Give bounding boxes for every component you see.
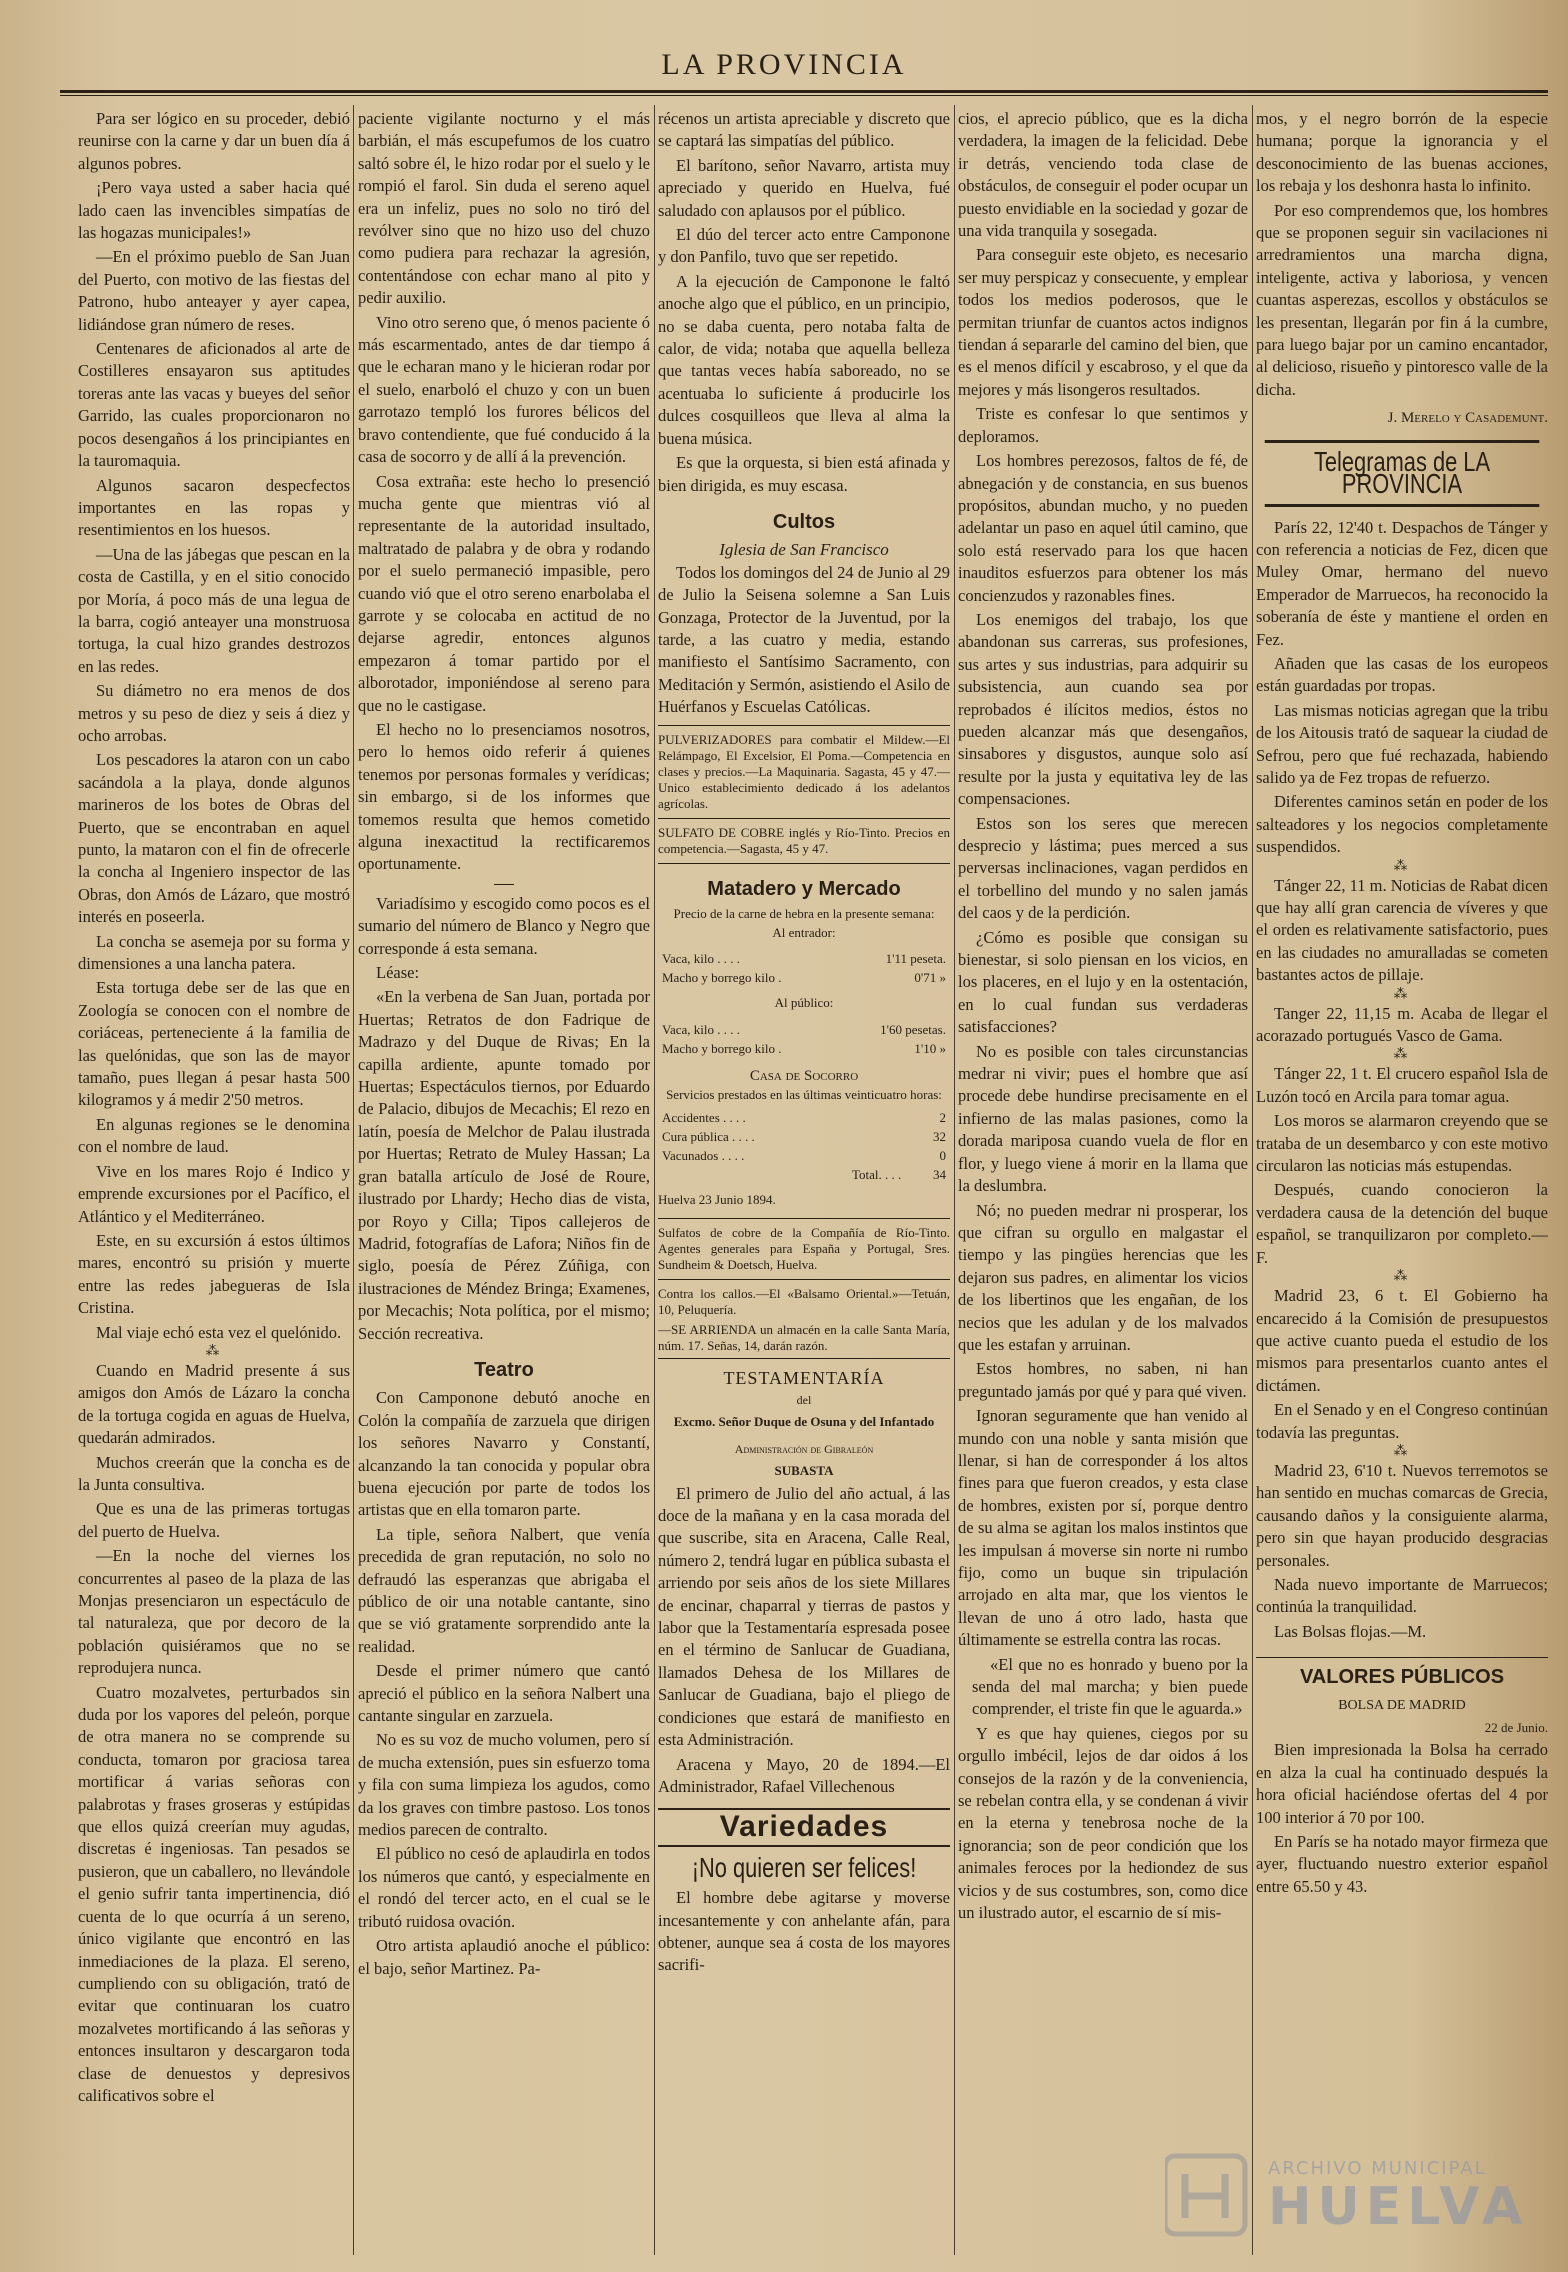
paragraph: El barítono, señor Navarro, artista muy apreciado y querido en Huelva, fué saludado con aplausos por el público. [658,155,950,220]
paragraph: La concha se asemeja por su forma y dimensiones a una lancha patera. [78,931,350,974]
church-name: Iglesia de San Francisco [719,540,889,560]
paragraph: Centenares de aficionados al arte de Costilleres ensayaron sus aptitudes toreras ante las vacas y bueyes del señor Garrido, las cuales proporcionaron no pocos desengaños á los principiantes en la tauromaquia. [78,339,350,471]
paragraph: El dúo del tercer acto entre Camponone y don Panfilo, tuvo que ser repetido. [658,225,950,267]
section-heading-valores: VALORES PÚBLICOS [1256,1657,1548,1688]
paragraph: Léase: [376,963,420,983]
advertisement [658,725,950,819]
paragraph: Su diámetro no era menos de dos metros y su peso de diez y seis á diez y ocho arrobas. [78,681,350,745]
author-signature: J. Merelo y Casademunt. [1387,410,1548,427]
ad-text: Sulfatos de cobre de la Compañía de Río-Tinto. Agentes generales para España y Portugal, Sres. Sundheim & Doetsch, Huelva. [658,1224,950,1272]
paragraph: récenos un artista apreciable y discreto que se captará las simpatías del público. [658,109,950,151]
table-cell: Macho y borrego kilo . [662,970,782,986]
column-2 [358,108,650,2258]
testamentaria-del: del [796,1393,812,1407]
table-cell: Cura pública . . . . [662,1129,755,1145]
paragraph: Muchos creerán que la concha es de la Junta consultiva. [78,1452,350,1494]
table-cell: 1'11 peseta. [885,951,946,967]
paragraph: El público no cesó de aplaudirla en todos los números que cantó, y especialmente en el rondó del tercer acto, en el cual se le tributó ruidosa ovación. [358,1844,650,1931]
paragraph: cios, el aprecio público, que es la dicha verdadera, la imagen de la felicidad. Debe ir detrás, venciendo toda clase de obstáculos, de conseguir el poder ocupar un puesto envidiable en la sociedad y gozar de una vida tranquila y sosegada. [958,109,1248,241]
paragraph: Estos hombres, no saben, ni han preguntado jamás por qué y para qué viven. [958,1359,1248,1401]
matadero-intro: Precio de la carne de hebra en la presente semana: [673,905,935,921]
table-row [660,1128,948,1145]
paragraph: Los moros se alarmaron creyendo que se trataba de un desembarco y con este motivo circularon las noticias más estupendas. [1256,1111,1548,1176]
section-stars: ⁂ [1393,1047,1411,1063]
paragraph: No es posible con tales circunstancias medrar ni vivir; pues el hombre que así procede debe hundirse precisamente en el infierno de las malas pasiones, como la dorada mariposa cuando vuela de flor en flor, y luego viene á morir en la llama que la deslumbra. [958,1041,1248,1196]
table-cell: 34 [933,1167,946,1183]
paragraph: El hecho no lo presenciamos nosotros, pero lo hemos oido referir á quienes tenemos por personas formales y verídicas; sin embargo, si de los informes que tomemos resulta que hemos cometido alguna inexactitud la rectificaremos oportunamente. [358,719,650,874]
table-row [660,1040,948,1057]
matadero-subhead: Al público: [774,995,834,1011]
column-1 [78,108,350,2258]
paragraph: Para ser lógico en su proceder, debió reunirse con la carne y dar un buen día á algunos pobres. [78,109,350,173]
paragraph: Cosa extraña: este hecho lo presenció mucha gente que mientras vió al representante de la autoridad insultado, maltratado de palabra y de obra y rodando por el suelo permaneció impasible, pero cuando vió que el otro sereno enarbolaba el garrote y se colocaba en actitud de no dejarse agredir, entonces algunos empezaron á tomar partido por el alborotador, imponiéndose al sereno para que no le castigase. [358,471,650,715]
section-heading-cultos: Cultos [772,510,836,533]
ad-text: —SE ARRIENDA un almacén en la calle Santa María, núm. 17. Señas, 14, darán razón. [658,1321,950,1353]
paragraph: Tánger 22, 1 t. El crucero español Isla de Luzón tocó en Arcila para tomar agua. [1256,1064,1548,1106]
paragraph: Este, en su excursión á estos últimos mares, encontró su prisión y muerte entre las redes jabegueras de Isla Cristina. [78,1230,350,1318]
socorro-date: Huelva 23 Junio 1894. [658,1192,776,1208]
column-divider [654,105,655,2255]
paragraph: Madrid 23, 6 t. El Gobierno ha encarecido á la Comisión de presupuestos que active cuanto pueda el estudio de los mismos para presentarlos cuanto antes el dictámen. [1256,1286,1548,1395]
paragraph: Diferentes caminos setán en poder de los salteadores y los negocios completamente suspendidos. [1256,792,1548,857]
price-table [658,1019,950,1059]
ad-text: SULFATO DE COBRE inglés y Río-Tinto. Precios en competencia.—Sagasta, 45 y 47. [658,824,950,856]
table-cell: Accidentes . . . . [662,1110,746,1126]
paragraph: Algunos sacaron despecfectos importantes en las ropas y resentimientos en los huesos. [78,475,350,540]
column-divider [954,105,955,2255]
paragraph: mos, y el negro borrón de la especie humana; porque la ignorancia y el desconocimiento de las buenas acciones, los rebaja y los deshonra hasta lo infinito. [1256,109,1548,196]
paragraph: Vive en los mares Rojo é Indico y emprende excursiones por el Pacífico, el Atlántico y el Mediterráneo. [78,1161,350,1226]
table-cell: Vaca, kilo . . . . [662,1021,740,1037]
table-row [660,1147,948,1164]
testamentaria-admin: Administración de Gibraleón [734,1441,874,1456]
paragraph: Los hombres perezosos, faltos de fé, de abnegación y de constancia, en sus buenos propósitos, abundan mucho, y no pueden adelantar un paso en aquel útil camino, que solo está reservado para los que hacen inauditos esfuerzos para obtener los más concienzudos y razonables fines. [958,451,1248,605]
column-divider [353,105,354,2255]
section-heading-socorro: Casa de Socorro [749,1067,859,1084]
quote: «El que no es honrado y bueno por la senda del mal marcha; y bien puede comprender, el triste fin que le aguarda.» [972,1654,1248,1719]
column-4 [958,108,1248,2258]
paragraph: —Una de las jábegas que pescan en la costa de Castilla, y en el sitio conocido por Moría, á poco más de una legua de la barra, cogió anteayer una monstruosa tortuga, la cual hizo grandes destrozos en las redes. [78,544,350,676]
archive-logo-icon [1165,2148,1545,2238]
section-heading-variedades: Variedades [658,1808,950,1846]
newspaper-title: LA PROVINCIA [661,48,907,81]
table-cell: 32 [933,1129,946,1145]
testamentaria-heading: TESTAMENTARÍA [723,1367,885,1388]
price-table [658,948,950,988]
paragraph: Añaden que las casas de los europeos están guardadas por tropas. [1256,653,1548,696]
watermark-big-text: HUELVA [1268,2177,1529,2237]
table-cell: Vaca, kilo . . . . [662,951,740,967]
table-row [660,1166,948,1183]
ad-text: PULVERIZADORES para combatir el Mildew.—El Relámpago, El Excelsior, El Poma.—Competencia en clases y precios.—La Maquinaria. Sagasta, 45 y 47.—Unico establecimiento dedicado á los adelantos agrícolas. [658,731,950,811]
matadero-subhead: Al entrador: [772,924,836,940]
paragraph: —En el próximo pueblo de San Juan del Puerto, con motivo de las fiestas del Patrono, hubo anteayer y ayer capea, lidiándose gran número de reses. [78,247,350,334]
column-divider [1252,105,1253,2255]
paragraph: Nada nuevo importante de Marruecos; continúa la tranquilidad. [1256,1574,1548,1617]
section-stars: ⁂ [205,1343,223,1359]
section-stars: ⁂ [1393,1269,1411,1285]
paragraph: Ignoran seguramente que han venido al mundo con una noble y santa misión que llenar, si han de corresponder á los altos fines para que fueron creados, y esta clase de hombres, existen por sí, porque dentro de su alma se agitan los malos instintos que les impulsan á moverse sin norte ni rumbo fijo, como un buque sin tripulación arrojado en alta mar, que los vientos le llevan de uno á otro lado, hasta que últimamente se estrella contra las rocas. [958,1406,1248,1650]
paragraph: Variadísimo y escogido como pocos es el sumario del número de Blanco y Negro que corresponde á esta semana. [358,893,650,958]
testamentaria-duke: Excmo. Señor Duque de Osuna y del Infantado [673,1414,935,1430]
paragraph: Otro artista aplaudió anoche el público: el bajo, señor Martinez. Pa- [358,1936,650,1978]
table-cell: 1'10 » [914,1040,946,1056]
table-cell: 0 [939,1148,946,1164]
column-3 [658,108,950,2258]
paragraph: Con Camponone debutó anoche en Colón la compañía de zarzuela que dirigen los señores Navarro y Constantí, alcanzando la tan conocida y popular obra buena ejecución por parte de todos los artistas que en ella tomaron parte. [358,1388,650,1520]
table-cell: Vacunados . . . . [662,1148,745,1164]
section-stars: ⁂ [1393,986,1411,1002]
paragraph: No es su voz de mucho volumen, pero sí de mucha extensión, pues sin esfuerzo toma y fila con suma limpieza los agudos, como da los graves con timbre pastoso. Los tonos medios parecen de contralto. [358,1730,650,1840]
paragraph: A la ejecución de Camponone le faltó anoche algo que el público, en un principio, no se daba cuenta, pero notaba falta de calor, de vida; notaba que aquella belleza que tantas veces había saboreado, no se acentuaba lo suficiente á producirle los dulces cosquilleos que lleva al alma la buena música. [658,271,950,448]
paragraph: Los enemigos del trabajo, los que abandonan sus carreras, sus profesiones, sus artes y sus industrias, para adquirir su subsistencia, aun cuando sea por reprobados é ilícitos medios, éstos no pueden alcanzar más que desengaños, sinsabores y disgustos, aunque solo así resulte por la justa y equitativa ley de las compensaciones. [958,609,1248,809]
table-cell: 0'71 » [914,970,946,986]
paragraph: En el Senado y en el Congreso continúan todavía las preguntas. [1256,1400,1548,1442]
socorro-table [658,1107,950,1185]
table-row [660,950,948,967]
paragraph: Desde el primer número que cantó apreció el público en la señora Nalbert una cantante singular en zarzuela. [358,1661,650,1726]
section-heading-teatro: Teatro [474,1358,534,1381]
separator [494,884,514,885]
paragraph: París 22, 12'40 t. Despachos de Tánger y con referencia a noticias de Fez, dicen que Muley Omar, hermano del nuevo Emperador de Marruecos, ha reconocido la soberanía de éste y mantiene el orden en Fez. [1256,517,1548,649]
paragraph: El hombre debe agitarse y moverse incesantemente y con anhelante afán, para obtener, aunque sea á costa de los mayores sacrifi- [658,1888,950,1975]
bolsa-date: 22 de Junio. [1484,1720,1548,1735]
paragraph: Las Bolsas flojas.—M. [1274,1621,1427,1641]
table-cell: Total. . . . [851,1167,902,1183]
paragraph: paciente vigilante nocturno y el más barbián, el más escupefumos de los cuatro saltó sobre él, le hizo rodar por el suelo y le rompió el farol. Sin duda el sereno aquel era un infeliz, pues no solo no tiró del revólver sino que no hizo uso del chuzo como pudiera para rechazar la agresión, contentándose con echar mano al pito y pedir auxilio. [358,109,650,308]
paragraph: Esta tortuga debe ser de las que en Zoología se conocen con el nombre de coriáceas, perteneciente á la familia de las quelónidas, que son las de mayor tamaño, pues llegan á pesar hasta 500 kilogramos y á medir 2'50 metros. [78,978,350,1110]
table-row [660,1021,948,1038]
paragraph: Tanger 22, 11,15 m. Acaba de llegar el acorazado portugués Vasco de Gama. [1256,1003,1548,1046]
watermark-small-text: ARCHIVO MUNICIPAL [1268,2158,1487,2179]
paragraph: Estos son los seres que merecen desprecio y lástima; pues merced a sus perversas inclinaciones, vagan perdidos en el torbellino del mundo y no salen jamás del caos y de la perdición. [958,813,1248,923]
paragraph: La tiple, señora Nalbert, que venía precedida de gran reputación, no solo no defraudó las esperanzas que abrigaba el público de oir una notable cantante, sino que se vió gratamente sorprendido ante la realidad. [358,1524,650,1656]
paragraph: Vino otro sereno que, ó menos paciente ó más escarmentado, antes de dar tiempo á que le echaran mano y le hicieran rodar por el suelo, enarboló el chuzo y con un buen garrotazo templó los furores bélicos del bravo contendiente, que fué conducido á la casa de socorro y de allí á la prevención. [358,312,650,467]
subasta-heading: SUBASTA [774,1463,834,1479]
paragraph: ¡Pero vaya usted a saber hacia qué lado caen las invencibles simpatías de las hogazas municipales!» [78,178,350,243]
advertisement [658,819,950,864]
section-heading-matadero: Matadero y Mercado [707,877,901,900]
table-cell: 1'60 pesetas. [880,1021,946,1037]
paragraph: En algunas regiones se le denomina con el nombre de laud. [78,1114,350,1157]
paragraph: El primero de Julio del año actual, á las doce de la mañana y en la casa morada del que suscribe, sita en Aracena, Calle Real, número 2, tendrá lugar en pública subasta el arriendo por seis años de los siete Millares de encinar, chaparral y tierras de pastos y labor que la Testamentaría espresada posee en el término de Sanlucar de Guadiana, llamados Dehesa de los Millares de Sanlucar de Guadiana, bajo el pliego de condiciones que estará de manifiesto en esta Administración. [658,1483,950,1750]
paragraph: Triste es confesar lo que sentimos y deploramos. [958,404,1248,446]
socorro-intro: Servicios prestados en las últimas veinticuatro horas: [666,1087,942,1103]
paragraph: Aracena y Mayo, 20 de 1894.—El Administrador, Rafael Villechenous [658,1754,950,1796]
masthead-rule [60,90,1548,93]
paragraph: Que es una de las primeras tortugas del puerto de Huelva. [78,1499,350,1541]
paragraph: Todos los domingos del 24 de Junio al 29 de Julio la Seisena solemne a San Luis Gonzaga, Protector de la Juventud, por la tarde, a las cuatro y media, estando manifiesto el Santísimo Sacramento, con Meditación y Sermón, asistiendo el Asilo de Huérfanos y Escuelas Católicas. [658,562,950,717]
table-row [660,969,948,986]
ad-text: Contra los callos.—El «Balsamo Oriental.»—Tetuán, 10, Peluquería. [658,1285,950,1317]
paragraph: Y es que hay quienes, ciegos por su orgullo imbécil, lejos de dar oidos á los consejos de la razón y de la conveniencia, se rebelan contra ella, y se condenan á vivir en la eterna y tenebrosa noche de la ignorancia; son de peor condición que los animales feroces por la hediondez de sus vicios y de sus costumbres, son, como dice un ilustrado autor, el escarnio de sí mis- [958,1723,1248,1923]
section-stars: ⁂ [1393,1443,1411,1459]
section-heading-telegramas: Telegramas de LA PROVINCIA [1265,440,1540,507]
paragraph: Para conseguir este objeto, es necesario ser muy perspicaz y consecuente, y emplear todos los medios poderosos, que le permitan triunfar de cuantos actos indignos tiendan á separarle del camino del bien, que es el menos difícil y escabroso, y el que da mejores y más lisongeros resultados. [958,245,1248,399]
paragraph: Por eso comprendemos que, los hombres que se proponen seguir sin vacilaciones ni arredramientos una marcha digna, inteligente, activa y laboriosa, y vencen cuantas asperezas, escollos y obstáculos se les presentan, llegarán por fin á la cumbre, para luego bajar por un camino encantador, al delicioso, risueño y pintoresco valle de la dicha. [1256,200,1548,399]
paragraph: Es que la orquesta, si bien está afinada y bien dirigida, es muy escasa. [658,453,950,495]
bolsa-heading: BOLSA DE MADRID [1338,1697,1466,1713]
table-row [660,1109,948,1126]
paragraph: ¿Cómo es posible que consigan su bienestar, si solo piensan en los vicios, en los placeres, en el lujo y en la ostentación, en lo cual fundan sus verdaderas satisfacciones? [958,927,1248,1037]
paragraph: Mal viaje echó esta vez el quelónido. [96,1322,342,1342]
paragraph: Bien impresionada la Bolsa ha cerrado en alza la cual ha continuado después la hora oficial haciéndose ofertas del 4 por 100 interior á 70 por 100. [1256,1740,1548,1827]
paragraph: «En la verbena de San Juan, portada por Huertas; Retratos de don Fadrique de Madrazo y del Duque de Rivas; En la capilla ardiente, apunte tomado por Huertas; Espectáculos tiernos, por Eduardo de Palacio, dibujos de Mecachis; El rezo en latín, poesía de Melchor de Palau ilustrada por Huertas; Retrato de Muley Hassan; La gran batalla artículo de José de Roure, ilustrado por Lhardy; Hecho dias de vista, por Royo y Cilla; Tipos callejeros de Madrid, fotografías de Lafora; Niños fin de siglo, poesía de Pérez Zúñiga, con ilustraciones de Méndez Bringa; Examenes, por Mecachis; Nota política, por el mismo; Sección recreativa. [358,987,650,1343]
masthead [0,40,1568,90]
column-5 [1256,108,1548,2258]
advertisement [658,1322,950,1359]
paragraph: —En la noche del viernes los concurrentes al paseo de la plaza de las Monjas presenciaron un espectáculo de tal naturaleza, que por decoro de la población quisiéramos que no se reprodujera nunca. [78,1546,350,1678]
paragraph: Las mismas noticias agregan que la tribu de los Aitousis trató de saquear la ciudad de Sefrou, pero que fué rechazada, habiendo salido ya de Fez tropas de refuerzo. [1256,700,1548,787]
paragraph: Después, cuando conocieron la verdadera causa de la detención del buque español, se tranquilizaron por completo.—F. [1256,1180,1548,1267]
article-title: ¡No quieren ser felices! [691,1851,917,1883]
masthead-rule-thin [60,95,1548,96]
table-cell: Macho y borrego kilo . [662,1040,782,1056]
paragraph: Cuando en Madrid presente á sus amigos don Amós de Lázaro la concha de la tortuga cogida en aguas de Huelva, quedarán admirados. [78,1360,350,1448]
table-cell: 2 [939,1110,946,1126]
section-stars: ⁂ [1393,858,1411,874]
advertisement [658,1286,950,1318]
paragraph: En París se ha notado mayor firmeza que ayer, fluctuando nuestro exterior español entre 65.50 y 43. [1256,1832,1548,1896]
paragraph: Los pescadores la ataron con un cabo sacándola a la playa, donde algunos marineros de los botes de Obras del Puerto, que se encontraban en aquel punto, la mataron con el fin de ofrecerle la concha al Ingeniero inspector de las Obras, don Amós de Lázaro, que mostró interés en poseerla. [78,750,350,927]
paragraph: Tánger 22, 11 m. Noticias de Rabat dicen que hay allí gran carencia de víveres y que el orden es relativamente satisfactorio, pues en las ciudades no amuralladas se cometen bastantes actos de pillaje. [1256,875,1548,985]
paragraph: Madrid 23, 6'10 t. Nuevos terremotos se han sentido en muchas comarcas de Grecia, causando daños y la consiguiente alarma, pero sin que hayan producido desgracias personales. [1256,1460,1548,1570]
paragraph: Nó; no pueden medrar ni prosperar, los que cifran su orgullo en malgastar el tiempo y las pingües herencias que les dejaron sus padres, en alimentar los vicios de los libertinos que les engañan, de los necios que les adulan y de los malvados que les estafan y arruinan. [958,1200,1248,1354]
paragraph: Cuatro mozalvetes, perturbados sin duda por los vapores del peleón, porque de otra manera no se comprende su conducta, tomaron por graciosa tarea mortificar á varias señoras con palabrotas y frases groseras y estúpidas que ellos quizá creerían muy agudas, discretas é ingeniosas. Tan pesados se pusieron, que un caballero, no llevándole el genio sufrir tanta impertinencia, dió cuenta de lo que ocurría á un sereno, único vigilante que encontró en las inmediaciones de la plaza. El sereno, cumpliendo con su obligación, trató de evitar que continuaran los cuatro mozalvetes mortificando á las señoras y entonces insultaron y descargaron toda clase de denuestos y depresivos calificativos sobre el [78,1682,350,2105]
advertisement [658,1218,950,1280]
